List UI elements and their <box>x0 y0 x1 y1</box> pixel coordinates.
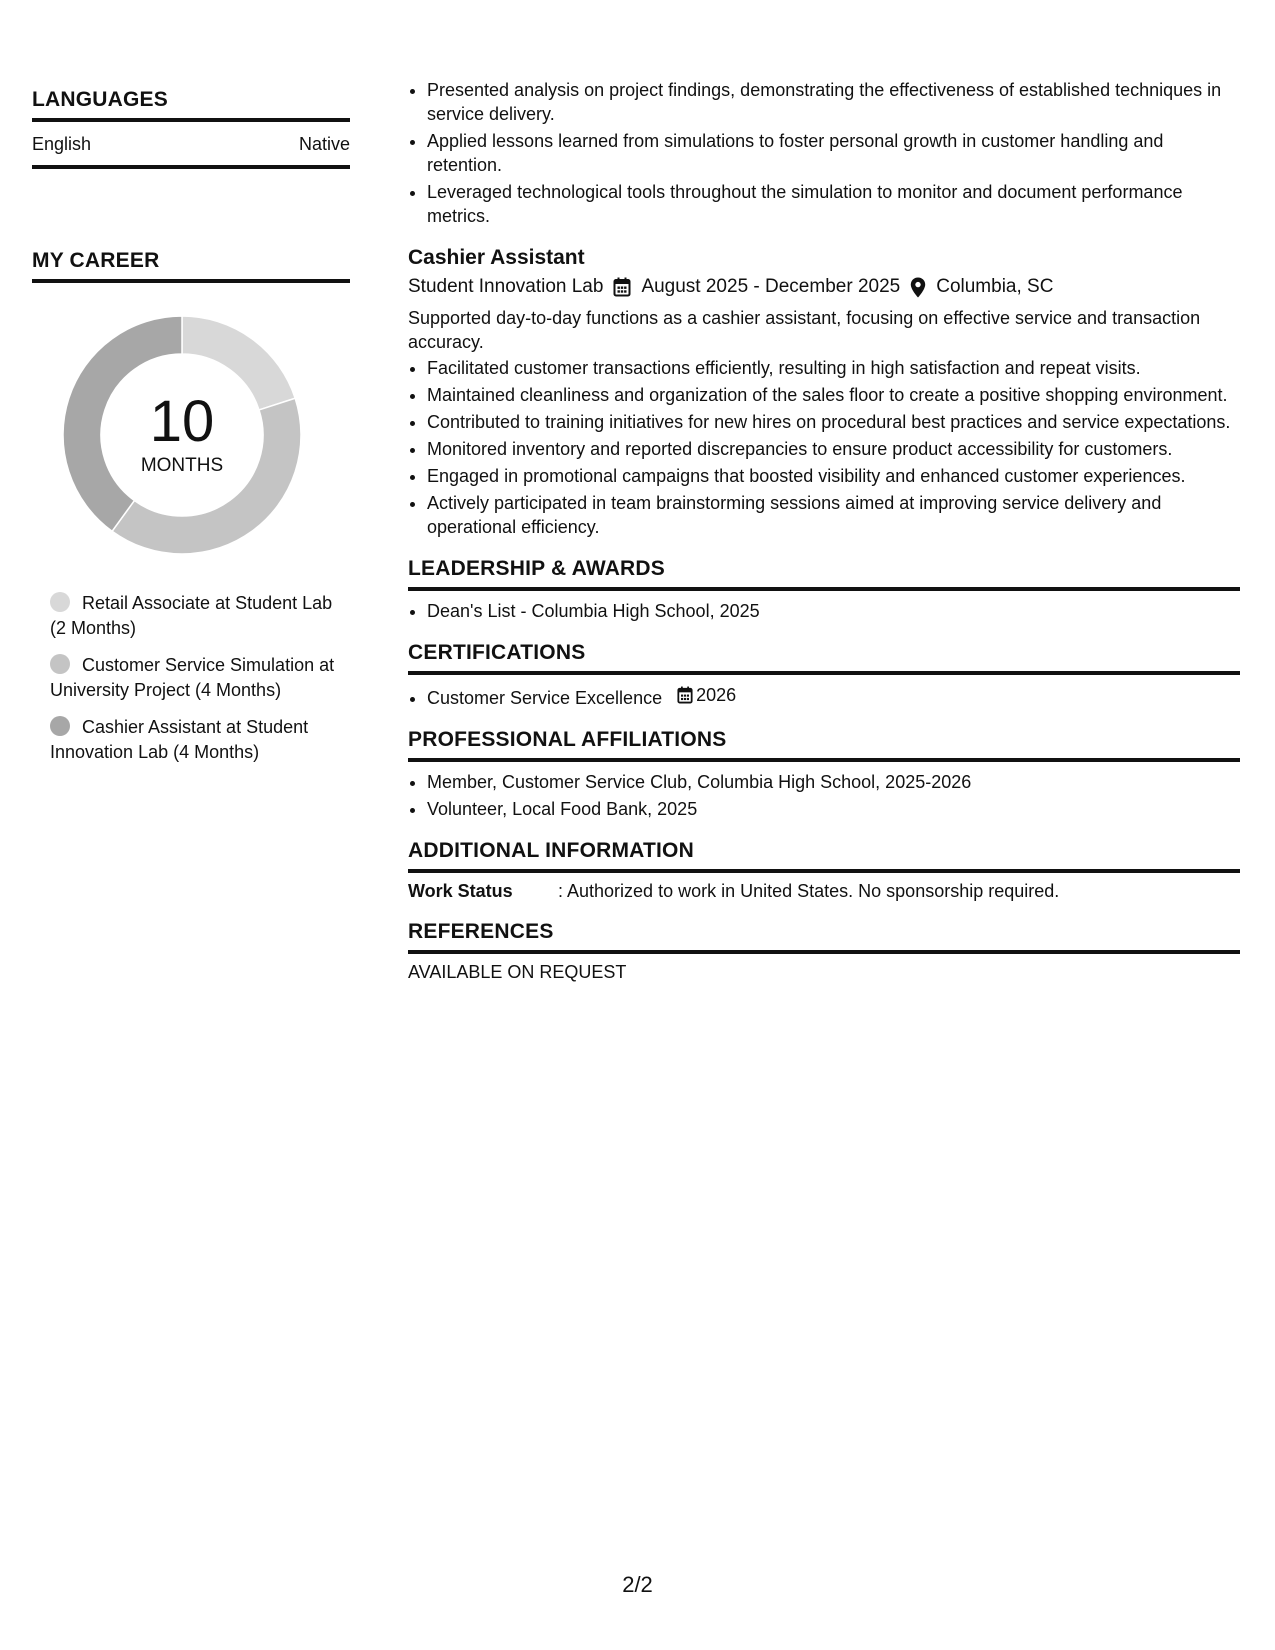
list-item: • Monitored inventory and reported discrepancies to ensure product accessibility for customers. <box>427 437 1240 461</box>
job-entry <box>408 246 1240 539</box>
legend-item <box>50 591 340 641</box>
work-status-value: : Authorized to work in United States. No sponsorship required. <box>558 881 1060 901</box>
list-item: • Engaged in promotional campaigns that boosted visibility and enhanced customer experiences. <box>427 464 1240 488</box>
certifications-title: CERTIFICATIONS <box>408 641 1240 675</box>
legend-dot <box>50 654 70 674</box>
list-item: • Member, Customer Service Club, Columbia High School, 2025-2026 <box>427 770 1240 794</box>
language-name: English <box>32 134 92 154</box>
list-item: • Contributed to training initiatives for new hires on procedural best practices and service expectations. <box>427 410 1240 434</box>
previous-job-bullets <box>408 78 1240 228</box>
language-row <box>32 122 350 169</box>
page-number: 2/2 <box>622 1572 653 1597</box>
list-item <box>427 683 1240 710</box>
job-company: Student Innovation Lab <box>408 276 604 297</box>
calendar-icon <box>613 277 631 297</box>
work-status-label: Work Status <box>408 881 513 901</box>
language-level: Native <box>298 134 350 154</box>
references-text: AVAILABLE ON REQUEST <box>408 962 627 982</box>
left-column <box>32 88 350 777</box>
list-item: • Dean's List - Columbia High School, 2025 <box>427 599 1240 623</box>
languages-section <box>32 88 350 169</box>
legend-dot <box>50 592 70 612</box>
job-description: Supported day-to-day functions as a cashier assistant, focusing on effective service and transaction accuracy. <box>408 308 1201 352</box>
list-item: • Presented analysis on project findings, demonstrating the effectiveness of established techniques in service delivery. <box>427 78 1240 126</box>
certifications-list <box>408 683 1240 710</box>
awards-list <box>408 599 1240 623</box>
career-section <box>32 249 350 765</box>
legend-dot <box>50 716 70 736</box>
additional-info-section <box>408 839 1240 902</box>
legend-label: Retail Associate at Student Lab (2 Months) <box>50 593 333 638</box>
job-location: Columbia, SC <box>936 276 1054 297</box>
legend-label: Cashier Assistant at Student Innovation Lab (4 Months) <box>50 717 309 762</box>
job-meta <box>408 276 1240 298</box>
certification-year: 2026 <box>696 685 737 705</box>
location-pin-icon <box>910 277 926 298</box>
donut-center <box>62 315 302 555</box>
career-total-months: 10 <box>149 389 215 454</box>
languages-title: LANGUAGES <box>32 88 350 122</box>
references-section <box>408 920 1240 983</box>
job-bullets <box>408 356 1240 539</box>
career-total-unit: MONTHS <box>140 455 224 476</box>
awards-title: LEADERSHIP & AWARDS <box>408 557 1240 591</box>
additional-info-title: ADDITIONAL INFORMATION <box>408 839 1240 873</box>
affiliations-list <box>408 770 1240 821</box>
certifications-section <box>408 641 1240 710</box>
career-legend <box>50 591 340 765</box>
career-donut-chart <box>62 315 302 555</box>
work-status-row <box>408 881 1240 902</box>
job-dates: August 2025 - December 2025 <box>641 276 901 297</box>
career-title: MY CAREER <box>32 249 350 283</box>
affiliations-section <box>408 728 1240 821</box>
job-title: Cashier Assistant <box>408 246 585 269</box>
list-item: • Maintained cleanliness and organization of the sales floor to create a positive shopping environment. <box>427 383 1240 407</box>
references-title: REFERENCES <box>408 920 1240 954</box>
affiliations-title: PROFESSIONAL AFFILIATIONS <box>408 728 1240 762</box>
right-column <box>408 78 1240 983</box>
list-item: • Leveraged technological tools throughout the simulation to monitor and document performance metrics. <box>427 180 1240 228</box>
legend-label: Customer Service Simulation at University Project (4 Months) <box>50 655 335 700</box>
legend-item <box>50 715 340 765</box>
list-item: • Applied lessons learned from simulations to foster personal growth in customer handling and retention. <box>427 129 1240 177</box>
certification-date <box>677 683 736 707</box>
list-item: • Facilitated customer transactions efficiently, resulting in high satisfaction and repeat visits. <box>427 356 1240 380</box>
legend-item <box>50 653 340 703</box>
awards-section <box>408 557 1240 623</box>
calendar-icon <box>677 686 693 704</box>
certification-name: Customer Service Excellence <box>427 688 663 708</box>
list-item: • Volunteer, Local Food Bank, 2025 <box>427 797 1240 821</box>
list-item: • Actively participated in team brainstorming sessions aimed at improving service delivery and operational efficiency. <box>427 491 1240 539</box>
